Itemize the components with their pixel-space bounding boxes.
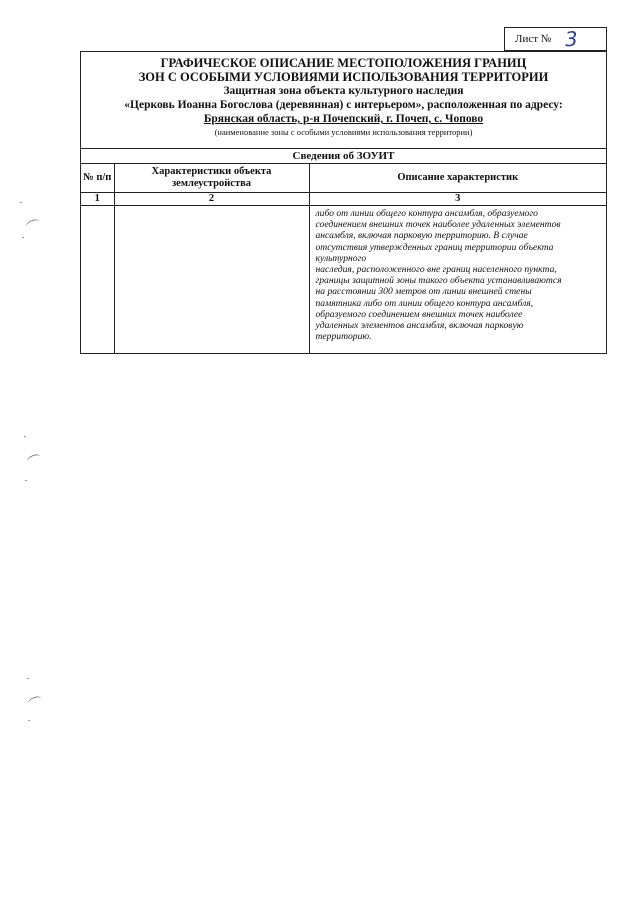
title-line-2: ЗОН С ОСОБЫМИ УСЛОВИЯМИ ИСПОЛЬЗОВАНИЯ ТЕРРИТОРИИ <box>138 70 549 84</box>
document-frame <box>80 51 607 354</box>
punch-hole-mark <box>26 453 42 465</box>
sheet-label: Лист № <box>515 33 552 45</box>
table-row <box>81 206 606 355</box>
row-description-cell <box>309 206 606 355</box>
scan-speck <box>28 720 30 721</box>
scan-speck <box>25 480 27 481</box>
row-number-cell <box>81 206 114 355</box>
row-characteristic-cell <box>114 206 309 355</box>
section-title: Сведения об ЗОУИТ <box>81 148 606 164</box>
column-number-3: 3 <box>309 193 606 206</box>
column-number-2: 2 <box>114 193 309 206</box>
title-line-1: ГРАФИЧЕСКОЕ ОПИСАНИЕ МЕСТОПОЛОЖЕНИЯ ГРАНИЦ <box>160 56 527 70</box>
punch-hole-mark <box>25 218 41 230</box>
punch-hole-mark <box>27 695 43 707</box>
zone-line: Защитная зона объекта культурного наследия <box>223 85 464 97</box>
document-header <box>81 52 606 148</box>
row-description-text: либо от линии общего контура ансамбля, образуемого соединением внешних точек наиболее удаленных элементов ансамбля, включая парковую территорию. В случае отсутствия утвержденных границ территории объекта культурного наследия, расположенного вне границ населенного пункта, границы защитной зоны такого объекта устанавливаются на расстоянии 300 метров от линии внешней стены памятника либо от линии общего контура ансамбля, образуемого соединением внешних точек наиболее удаленных элементов ансамбля, включая парковую территорию. <box>315 208 562 343</box>
address-line: Брянская область, р-н Почепский, г. Почеп, с. Чопово <box>203 113 484 125</box>
sheet-number-box <box>504 27 607 51</box>
object-line: «Церковь Иоанна Богослова (деревянная) с интерьером», расположенная по адресу: <box>124 99 563 111</box>
table-header-row <box>81 164 606 193</box>
column-header-characteristic: Характеристики объекта землеустройства <box>114 164 309 193</box>
scan-speck <box>22 237 24 238</box>
zone-name-note: (наименование зоны с особыми условиями использования территории) <box>214 127 473 137</box>
column-header-number: № п/п <box>81 164 114 193</box>
zouit-table <box>81 164 606 354</box>
column-number-1: 1 <box>81 193 114 206</box>
scan-speck <box>24 436 26 437</box>
column-number-row <box>81 193 606 206</box>
column-header-description: Описание характеристик <box>309 164 606 193</box>
scan-speck <box>20 202 22 203</box>
scan-speck <box>27 678 29 679</box>
sheet-number-handwritten: 3 <box>564 26 579 52</box>
